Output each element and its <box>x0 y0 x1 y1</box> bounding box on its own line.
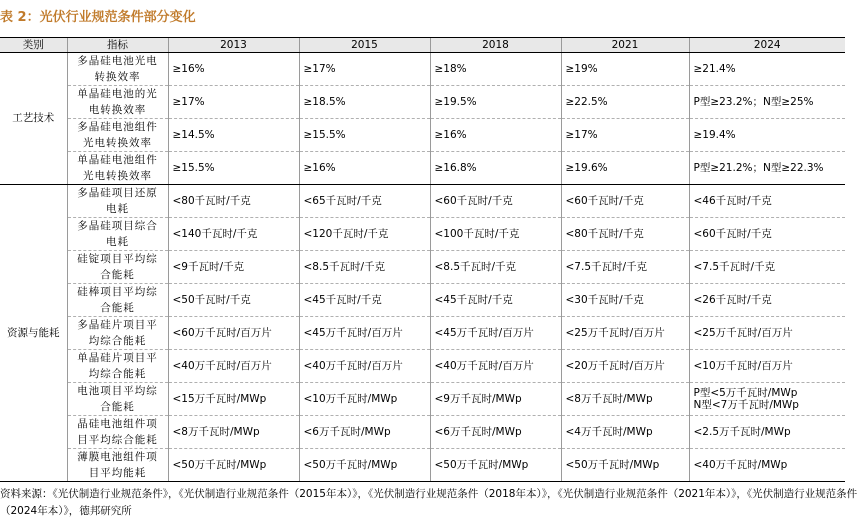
value-cell: <50千瓦时/千克 <box>168 284 299 317</box>
table-row <box>0 53 845 86</box>
value-cell: <2.5万千瓦时/MWp <box>689 416 845 449</box>
value-cell: <7.5千瓦时/千克 <box>689 251 845 284</box>
value-cell: <40万千瓦时/百万片 <box>430 350 561 383</box>
header-indicator: 指标 <box>67 38 168 53</box>
value-cell: <60千瓦时/千克 <box>430 185 561 218</box>
value-cell: <8.5千瓦时/千克 <box>299 251 430 284</box>
value-cell: <40万千瓦时/百万片 <box>168 350 299 383</box>
value-cell: <6万千瓦时/MWp <box>299 416 430 449</box>
value-cell: ≥19.6% <box>561 152 689 185</box>
category-cell: 资源与能耗 <box>0 185 67 482</box>
table-row <box>0 317 845 350</box>
indicator-cell: 单晶硅片项目平均综合能耗 <box>67 350 168 383</box>
value-cell: <4万千瓦时/MWp <box>561 416 689 449</box>
indicator-cell: 硅锭项目平均综合能耗 <box>67 251 168 284</box>
value-cell: ≥19% <box>561 53 689 86</box>
value-cell: ≥16% <box>299 152 430 185</box>
value-cell: <120千瓦时/千克 <box>299 218 430 251</box>
value-cell: <140千瓦时/千克 <box>168 218 299 251</box>
value-cell: <40万千瓦时/MWp <box>689 449 845 482</box>
value-cell: <7.5千瓦时/千克 <box>561 251 689 284</box>
indicator-cell: 多晶硅电池组件光电转换效率 <box>67 119 168 152</box>
value-cell: ≥17% <box>561 119 689 152</box>
value-cell: <100千瓦时/千克 <box>430 218 561 251</box>
indicator-cell: 电池项目平均综合能耗 <box>67 383 168 416</box>
value-cell: ≥16.8% <box>430 152 561 185</box>
value-cell: <45千瓦时/千克 <box>430 284 561 317</box>
header-2015: 2015 <box>299 38 430 53</box>
value-cell: ≥21.4% <box>689 53 845 86</box>
value-cell: P型≥23.2%；N型≥25% <box>689 86 845 119</box>
value-cell: <10万千瓦时/MWp <box>299 383 430 416</box>
value-cell: <80千瓦时/千克 <box>561 218 689 251</box>
value-cell: <80千瓦时/千克 <box>168 185 299 218</box>
value-cell: <25万千瓦时/百万片 <box>689 317 845 350</box>
table-row <box>0 251 845 284</box>
value-cell: <30千瓦时/千克 <box>561 284 689 317</box>
header-2021: 2021 <box>561 38 689 53</box>
value-cell: <65千瓦时/千克 <box>299 185 430 218</box>
value-cell: <8.5千瓦时/千克 <box>430 251 561 284</box>
value-cell: <60万千瓦时/百万片 <box>168 317 299 350</box>
header-2013: 2013 <box>168 38 299 53</box>
source-note: 资料来源：《光伏制造行业规范条件》，《光伏制造行业规范条件（2015年本）》，《光伏制造行业规范条件（2018年本）》，《光伏制造行业规范条件（2021年本）》，《光伏制造行业规范条件（2024年本）》，德邦研究所 <box>0 488 858 517</box>
indicator-cell: 多晶硅项目还原电耗 <box>67 185 168 218</box>
table-body <box>0 53 845 482</box>
table-title: 表 2：光伏行业规范条件部分变化 <box>0 10 196 25</box>
table-row <box>0 152 845 185</box>
value-cell: ≥16% <box>430 119 561 152</box>
value-cell: ≥15.5% <box>299 119 430 152</box>
value-cell: ≥15.5% <box>168 152 299 185</box>
table-row <box>0 284 845 317</box>
value-cell: <15万千瓦时/MWp <box>168 383 299 416</box>
value-cell: <40万千瓦时/百万片 <box>299 350 430 383</box>
value-cell: ≥18% <box>430 53 561 86</box>
table-row <box>0 86 845 119</box>
value-cell: <45千瓦时/千克 <box>299 284 430 317</box>
value-cell: ≥19.5% <box>430 86 561 119</box>
value-cell: <20万千瓦时/百万片 <box>561 350 689 383</box>
value-cell: <26千瓦时/千克 <box>689 284 845 317</box>
value-cell: <45万千瓦时/百万片 <box>430 317 561 350</box>
value-cell: ≥18.5% <box>299 86 430 119</box>
value-cell: ≥16% <box>168 53 299 86</box>
value-cell: <8万千瓦时/MWp <box>561 383 689 416</box>
indicator-cell: 薄膜电池组件项目平均能耗 <box>67 449 168 482</box>
value-cell: <9千瓦时/千克 <box>168 251 299 284</box>
category-cell: 工艺技术 <box>0 53 67 185</box>
value-cell: <60千瓦时/千克 <box>689 218 845 251</box>
indicator-cell: 多晶硅项目综合电耗 <box>67 218 168 251</box>
table-row <box>0 218 845 251</box>
value-cell: ≥17% <box>168 86 299 119</box>
indicator-cell: 硅棒项目平均综合能耗 <box>67 284 168 317</box>
value-cell: <50万千瓦时/MWp <box>299 449 430 482</box>
header-2018: 2018 <box>430 38 561 53</box>
value-cell: <46千瓦时/千克 <box>689 185 845 218</box>
table-row <box>0 119 845 152</box>
value-cell: <50万千瓦时/MWp <box>168 449 299 482</box>
value-cell: ≥22.5% <box>561 86 689 119</box>
value-cell: <50万千瓦时/MWp <box>430 449 561 482</box>
value-cell: P型<5万千瓦时/MWp N型<7万千瓦时/MWp <box>689 383 845 416</box>
value-cell: <60千瓦时/千克 <box>561 185 689 218</box>
value-cell: <25万千瓦时/百万片 <box>561 317 689 350</box>
value-cell: <6万千瓦时/MWp <box>430 416 561 449</box>
value-cell: <10万千瓦时/百万片 <box>689 350 845 383</box>
indicator-cell: 多晶硅电池光电转换效率 <box>67 53 168 86</box>
value-cell: ≥14.5% <box>168 119 299 152</box>
value-cell: <45万千瓦时/百万片 <box>299 317 430 350</box>
table-row <box>0 350 845 383</box>
value-cell: P型≥21.2%；N型≥22.3% <box>689 152 845 185</box>
table-row <box>0 383 845 416</box>
header-2024: 2024 <box>689 38 845 53</box>
indicator-cell: 晶硅电池组件项目平均综合能耗 <box>67 416 168 449</box>
header-row <box>0 38 845 53</box>
header-category: 类别 <box>0 38 67 53</box>
table-row <box>0 185 845 218</box>
value-cell: <9万千瓦时/MWp <box>430 383 561 416</box>
indicator-cell: 单晶硅电池的光电转换效率 <box>67 86 168 119</box>
table-row <box>0 416 845 449</box>
value-cell: ≥19.4% <box>689 119 845 152</box>
indicator-cell: 多晶硅片项目平均综合能耗 <box>67 317 168 350</box>
regulation-table <box>0 37 845 482</box>
table-row <box>0 449 845 482</box>
value-cell: <50万千瓦时/MWp <box>561 449 689 482</box>
value-cell: ≥17% <box>299 53 430 86</box>
indicator-cell: 单晶硅电池组件光电转换效率 <box>67 152 168 185</box>
value-cell: <8万千瓦时/MWp <box>168 416 299 449</box>
